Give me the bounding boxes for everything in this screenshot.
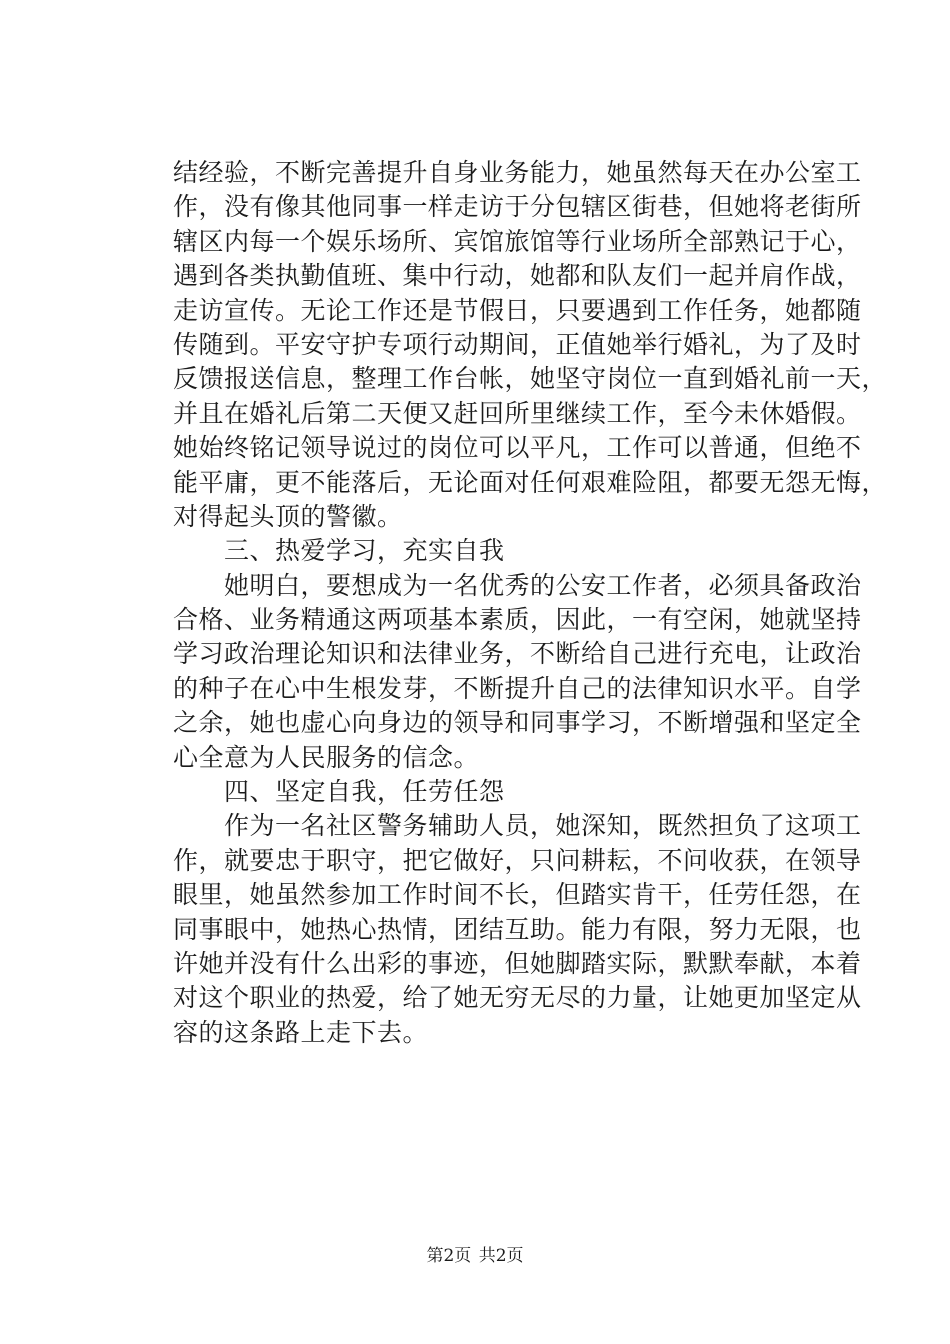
text-line: 作，没有像其他同事一样走访于分包辖区街巷，但她将老街所 [173,192,862,222]
text-line: 对这个职业的热爱，给了她无穷无尽的力量，让她更加坚定从 [173,983,862,1013]
text-line: 走访宣传。无论工作还是节假日，只要遇到工作任务，她都随 [173,295,862,325]
text-line: 传随到。平安守护专项行动期间，正值她举行婚礼，为了及时 [173,329,862,359]
section-heading: 三、热爱学习，充实自我 [173,536,505,566]
text-line: 的种子在心中生根发芽，不断提升自己的法律知识水平。自学 [173,673,862,703]
text-line: 心全意为人民服务的信念。 [173,742,480,772]
text-line: 她明白，要想成为一名优秀的公安工作者，必须具备政治 [173,570,862,600]
text-line: 作，就要忠于职守，把它做好，只问耕耘，不问收获，在领导 [173,845,862,875]
text-line: 她始终铭记领导说过的岗位可以平凡，工作可以普通，但绝不 [173,433,862,463]
text-line: 辖区内每一个娱乐场所、宾馆旅馆等行业场所全部熟记于心， [173,226,862,256]
text-line: 眼里，她虽然参加工作时间不长，但踏实肯干，任劳任怨，在 [173,880,862,910]
text-line: 合格、业务精通这两项基本素质，因此，一有空闲，她就坚持 [173,605,862,635]
text-line: 之余，她也虚心向身边的领导和同事学习，不断增强和坚定全 [173,708,862,738]
text-line: 许她并没有什么出彩的事迹，但她脚踏实际，默默奉献，本着 [173,948,862,978]
page-total: 共2页 [478,1246,524,1266]
text-line: 结经验，不断完善提升自身业务能力，她虽然每天在办公室工 [173,158,862,187]
text-line: 并且在婚礼后第二天便又赶回所里继续工作，至今未休婚假。 [173,398,862,428]
text-line: 作为一名社区警务辅助人员，她深知，既然担负了这项工 [173,811,862,841]
text-line: 容的这条路上走下去。 [173,1017,429,1047]
text-line: 反馈报送信息，整理工作台帐，她坚守岗位一直到婚礼前一天， [173,364,888,394]
text-line: 遇到各类执勤值班、集中行动，她都和队友们一起并肩作战， [173,261,862,291]
section-heading: 四、坚定自我，任劳任怨 [173,777,505,807]
page-footer [0,1245,950,1267]
document-body [173,156,888,1050]
text-line: 能平庸，更不能落后，无论面对任何艰难险阻，都要无怨无悔， [173,467,888,497]
text-line: 学习政治理论知识和法律业务，不断给自己进行充电，让政治 [173,639,862,669]
page-number: 第2页 [426,1246,472,1266]
text-line: 同事眼中，她热心热情，团结互助。能力有限，努力无限，也 [173,914,862,944]
text-line: 对得起头顶的警徽。 [173,501,403,531]
